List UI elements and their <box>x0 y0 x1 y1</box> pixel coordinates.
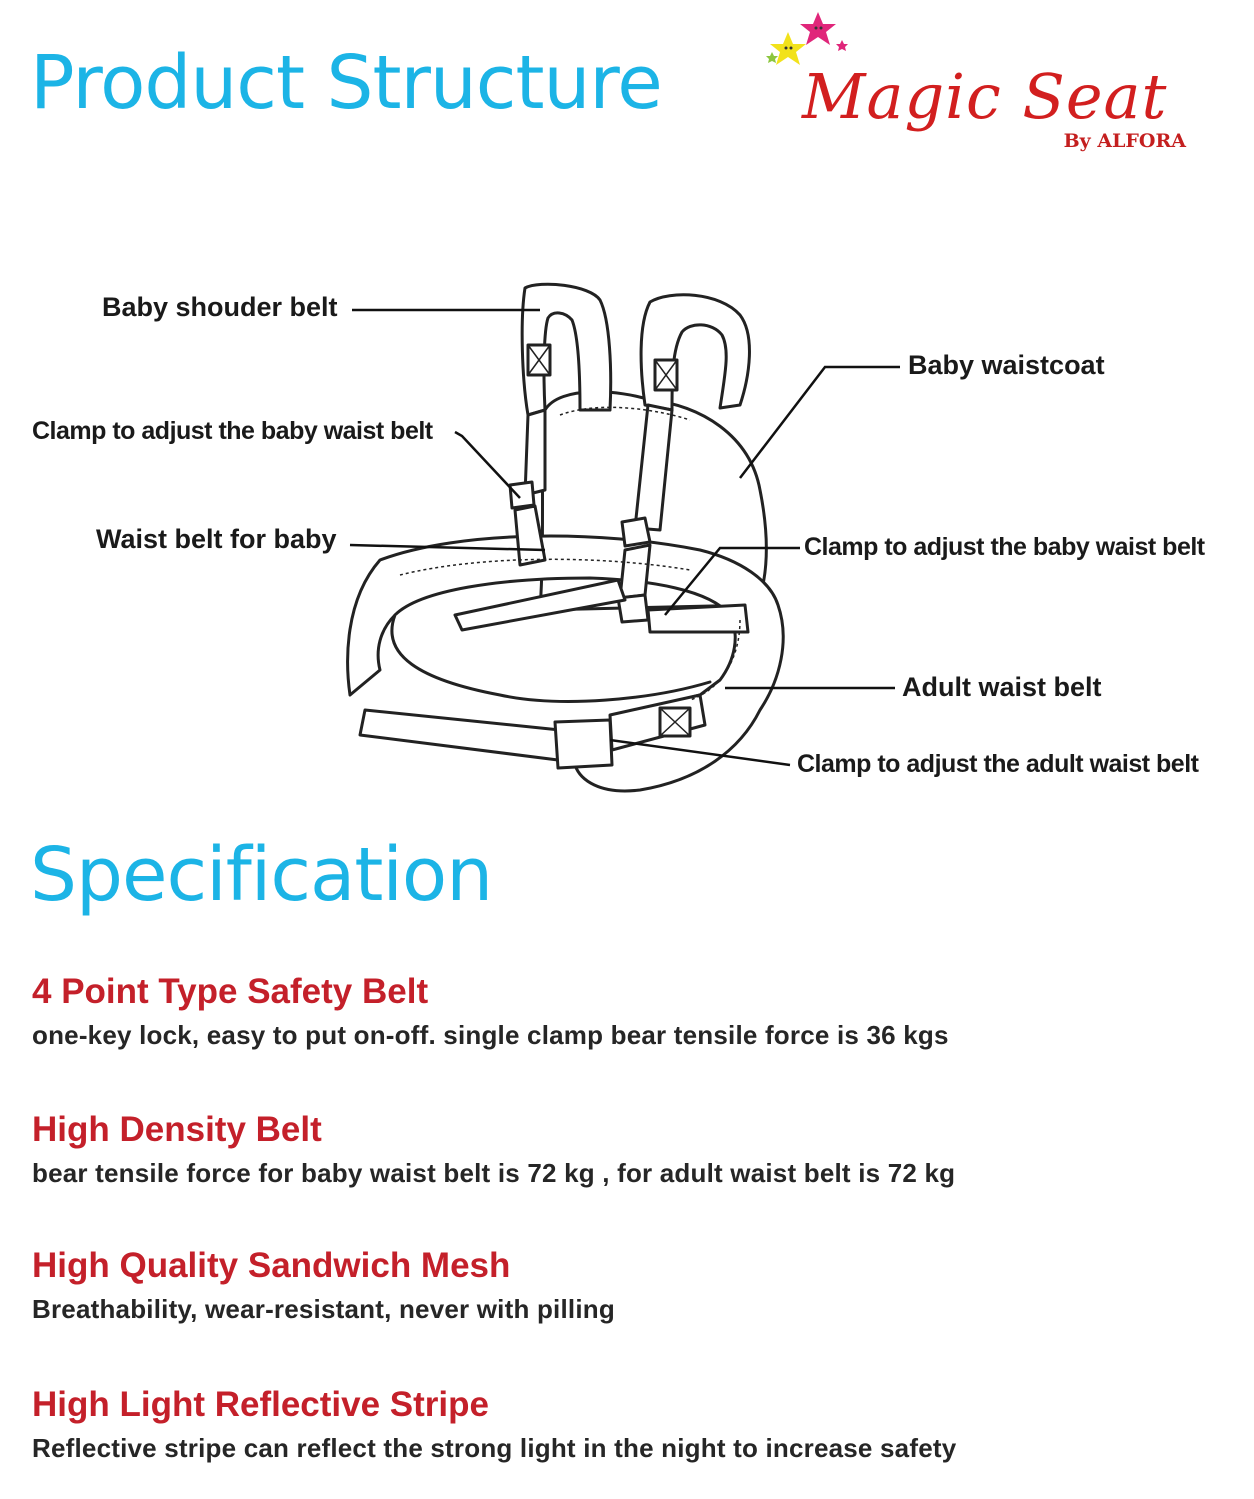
label-baby-waistcoat: Baby waistcoat <box>908 350 1105 380</box>
logo-name: Magic Seat <box>802 60 1168 133</box>
label-clamp-baby-waist-left: Clamp to adjust the baby waist belt <box>32 417 433 445</box>
spec-description: Breathability, wear-resistant, never with pilling <box>32 1294 615 1324</box>
spec-item <box>32 1385 1212 1464</box>
label-waist-belt-for-baby: Waist belt for baby <box>96 524 337 554</box>
specification-title: Specification <box>30 832 493 918</box>
label-baby-shoulder-belt: Baby shouder belt <box>102 292 338 322</box>
label-adult-waist-belt: Adult waist belt <box>902 672 1102 702</box>
spec-description: bear tensile force for baby waist belt is 72 kg , for adult waist belt is 72 kg <box>32 1158 956 1188</box>
spec-title: High Quality Sandwich Mesh <box>32 1246 511 1285</box>
spec-item <box>32 1246 1212 1325</box>
spec-description: Reflective stripe can reflect the strong light in the night to increase safety <box>32 1433 957 1463</box>
logo-byline: By ALFORA <box>1063 130 1186 152</box>
label-clamp-adult-waist: Clamp to adjust the adult waist belt <box>797 750 1199 778</box>
brand-logo <box>760 10 1210 170</box>
spec-title: 4 Point Type Safety Belt <box>32 972 429 1011</box>
product-structure-title: Product Structure <box>30 40 662 126</box>
spec-title: High Density Belt <box>32 1110 322 1149</box>
spec-title: High Light Reflective Stripe <box>32 1385 489 1424</box>
spec-item <box>32 1110 1212 1189</box>
label-clamp-baby-waist-right: Clamp to adjust the baby waist belt <box>804 533 1205 561</box>
spec-description: one-key lock, easy to put on-off. single clamp bear tensile force is 36 kgs <box>32 1020 949 1050</box>
product-structure-diagram <box>0 260 1254 820</box>
spec-item <box>32 972 1212 1051</box>
